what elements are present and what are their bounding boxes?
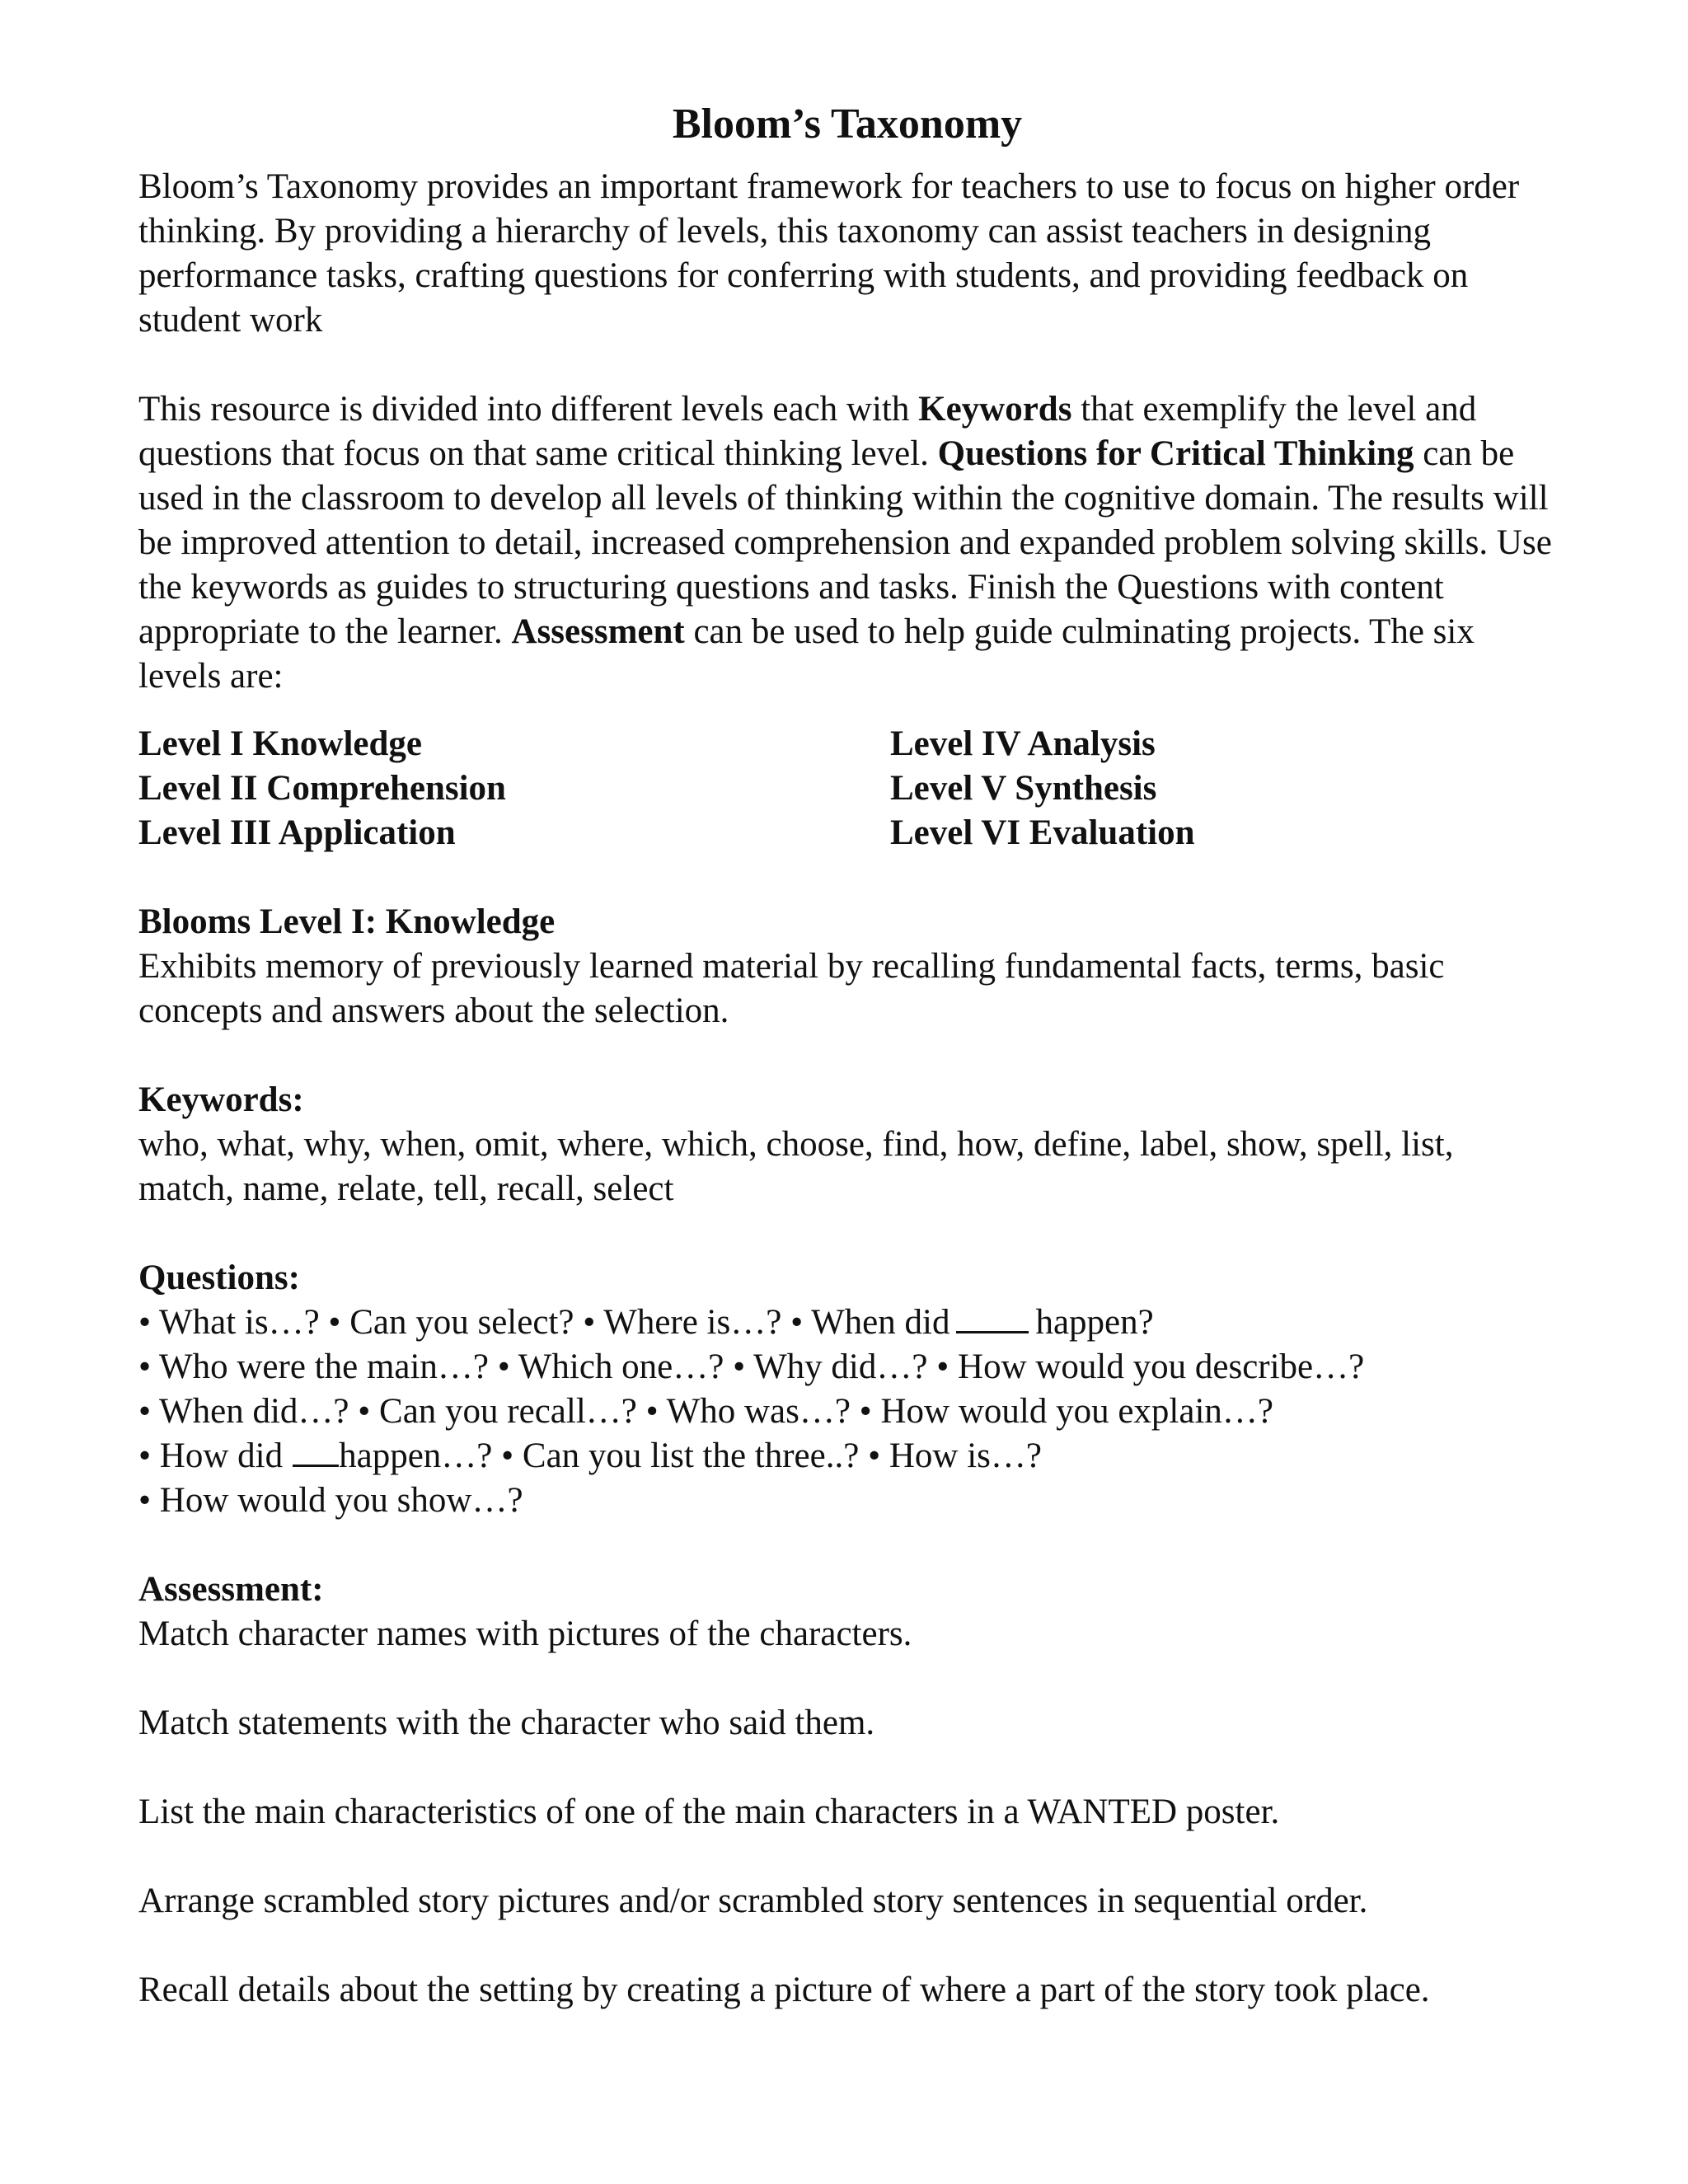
questions-section	[138, 1256, 1556, 1523]
resource-text-2: that exemplify the level and questions that focus on that same critical thinking level.	[138, 390, 1477, 473]
question-line: • When did…? • Can you recall…? • Who was…? • How would you explain…?	[138, 1392, 1273, 1431]
resource-text-4: can be used to help guide culminating projects. The six levels are:	[138, 612, 1475, 696]
question-line	[138, 1301, 1556, 1345]
fill-in-blank	[956, 1303, 1029, 1333]
knowledge-section	[138, 900, 1556, 1033]
assessment-item: Arrange scrambled story pictures and/or scrambled story sentences in sequential order.	[138, 1882, 1368, 1920]
questions-term: Questions for Critical Thinking	[937, 434, 1414, 473]
intro-paragraph: Bloom’s Taxonomy provides an important framework for teachers to use to focus on higher order thinking. By providing a hierarchy of levels, this taxonomy can assist teachers in designing performance tasks, crafting questions for conferring with students, and providing feedback on student work	[138, 167, 1520, 340]
knowledge-description: Exhibits memory of previously learned material by recalling fundamental facts, terms, basic concepts and answers about the selection.	[138, 947, 1445, 1030]
document-page	[138, 99, 1556, 2013]
question-text: happen…? • Can you list the three..? • How is…?	[339, 1436, 1042, 1475]
assessment-item: List the main characteristics of one of the main characters in a WANTED poster.	[138, 1793, 1280, 1831]
fill-in-blank	[293, 1436, 339, 1467]
question-line: • How would you show…?	[138, 1481, 523, 1520]
document-title: Bloom’s Taxonomy	[672, 101, 1023, 148]
levels-list	[138, 722, 1556, 855]
level-item: Level III Application	[138, 813, 456, 852]
resource-text-3: can be used in the classroom to develop all levels of thinking within the cognitive domain. The results will be improved attention to detail, increased comprehension and expanded problem solving skills. Use the keywords as guides to structuring questions and tasks. Finish the Questions with content appropriate to the learner.	[138, 434, 1552, 651]
assessment-section	[138, 1568, 1556, 2013]
question-line: • Who were the main…? • Which one…? • Why did…? • How would you describe…?	[138, 1347, 1365, 1386]
question-text: happen?	[1035, 1303, 1154, 1342]
keywords-text: who, what, why, when, omit, where, which, choose, find, how, define, label, show, spell, list, match, name, relate, tell, recall, select	[138, 1125, 1454, 1208]
assessment-item: Match statements with the character who said them.	[138, 1704, 875, 1742]
question-line	[138, 1434, 1556, 1479]
keywords-term: Keywords	[918, 390, 1072, 429]
question-text: • How did	[138, 1436, 284, 1475]
knowledge-heading: Blooms Level I: Knowledge	[138, 902, 556, 941]
level-item: Level V Synthesis	[890, 769, 1157, 808]
assessment-heading: Assessment:	[138, 1570, 324, 1609]
assessment-item: Recall details about the setting by creating a picture of where a part of the story took place.	[138, 1971, 1430, 2009]
level-item: Level II Comprehension	[138, 769, 506, 808]
questions-heading: Questions:	[138, 1258, 300, 1297]
keywords-section	[138, 1078, 1556, 1212]
question-text: • What is…? • Can you select? • Where is…? • When did	[138, 1303, 950, 1342]
level-item: Level I Knowledge	[138, 724, 422, 763]
level-item: Level IV Analysis	[890, 724, 1156, 763]
level-item: Level VI Evaluation	[890, 813, 1195, 852]
assessment-term: Assessment	[511, 612, 685, 651]
keywords-heading: Keywords:	[138, 1080, 304, 1119]
assessment-item: Match character names with pictures of the characters.	[138, 1615, 912, 1653]
resource-paragraph	[138, 387, 1556, 699]
resource-text-1: This resource is divided into different levels each with	[138, 390, 919, 429]
